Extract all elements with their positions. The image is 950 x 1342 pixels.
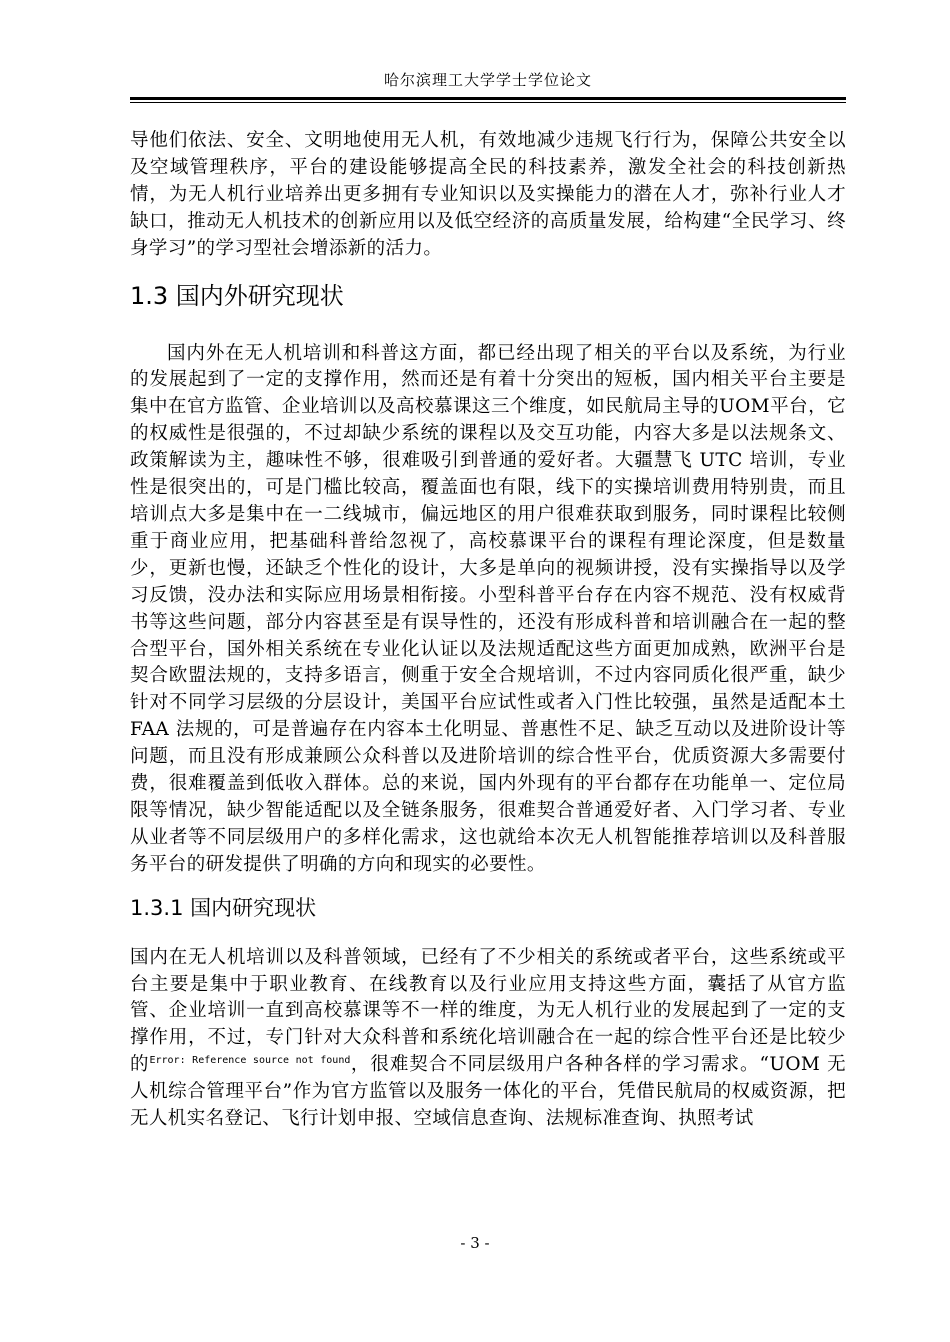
intro-paragraph: 导他们依法、安全、文明地使用无人机，有效地减少违规飞行行为，保障公共安全以及空域管理秩序，平台的建设能够提高全民的科技素养，激发全社会的科技创新热情，为无人机行业培养出更多拥有专业知识以及实操能力的潜在人才，弥补行业人才缺口，推动无人机技术的创新应用以及低空经济的高质量发展，给构建“全民学习、终身学习”的学习型社会增添新的活力。: [130, 130, 846, 259]
page-body: [130, 128, 846, 1133]
section-1-3-paragraph: 国内外在无人机培训和科普这方面，都已经出现了相关的平台以及系统，为行业的发展起到了一定的支撑作用，然而还是有着十分突出的短板，国内相关平台主要是集中在官方监管、企业培训以及高校慕课这三个维度，如民航局主导的UOM平台，它的权威性是很强的，不过却缺少系统的课程以及交互功能，内容大多是以法规条文、政策解读为主，趣味性不够，很难吸引到普通的爱好者。大疆慧飞 UTC 培训，专业性是很突出的，可是门槛比较高，覆盖面也有限，线下的实操培训费用特别贵，而且培训点大多是集中在一二线城市，偏远地区的用户很难获取到服务，同时课程比较侧重于商业应用，把基础科普给忽视了，高校慕课平台的课程有理论深度，但是数量少，更新也慢，还缺乏个性化的设计，大多是单向的视频讲授，没有实操指导以及学习反馈，没办法和实际应用场景相衔接。小型科普平台存在内容不规范、没有权威背书等这些问题，部分内容甚至是有误导性的，还没有形成科普和培训融合在一起的整合型平台，国外相关系统在专业化认证以及法规适配这些方面更加成熟，欧洲平台是契合欧盟法规的，支持多语言，侧重于安全合规培训，不过内容同质化很严重，缺少针对不同学习层级的分层设计，美国平台应试性或者入门性比较强，虽然是适配本土 FAA 法规的，可是普遍存在内容本土化明显、普惠性不足、缺乏互动以及进阶设计等问题，而且没有形成兼顾公众科普以及进阶培训的综合性平台，优质资源大多需要付费，很难覆盖到低收入群体。总的来说，国内外现有的平台都存在功能单一、定位局限等情况，缺少智能适配以及全链条服务，很难契合普通爱好者、入门学习者、专业从业者等不同层级用户的多样化需求，这也就给本次无人机智能推荐培训以及科普服务平台的研发提供了明确的方向和现实的必要性。: [130, 342, 846, 875]
section-1-3-1-text-after: ，很难契合不同层级用户各种各样的学习需求。“UOM 无人机综合管理平台”作为官方监管以及服务一体化的平台，凭借民航局的权威资源，把无人机实名登记、飞行计划申报、空域信息查询、法规标准查询、执照考试: [130, 1054, 846, 1130]
section-1-3-1-paragraph: [130, 945, 846, 1133]
header-rule-thick: [130, 97, 846, 100]
page-number: - 3 -: [460, 1234, 490, 1252]
running-header: 哈尔滨理工大学学士学位论文: [383, 71, 592, 89]
header-rule-thin: [130, 102, 846, 103]
section-heading-1-3: 1.3 国内外研究现状: [130, 281, 344, 310]
reference-error-field: Error: Reference source not found: [149, 1055, 351, 1067]
section-heading-1-3-1: 1.3.1 国内研究现状: [130, 895, 317, 920]
section-1-3-1-text-before: 国内在无人机培训以及科普领域，已经有了不少相关的系统或者平台，这些系统或平台主要是集中于职业教育、在线教育以及行业应用支持这些方面，囊括了从官方监管、企业培训一直到高校慕课等不一样的维度，为无人机行业的发展起到了一定的支撑作用，不过，专门针对大众科普和系统化培训融合在一起的综合性平台还是比较少的: [130, 946, 846, 1076]
